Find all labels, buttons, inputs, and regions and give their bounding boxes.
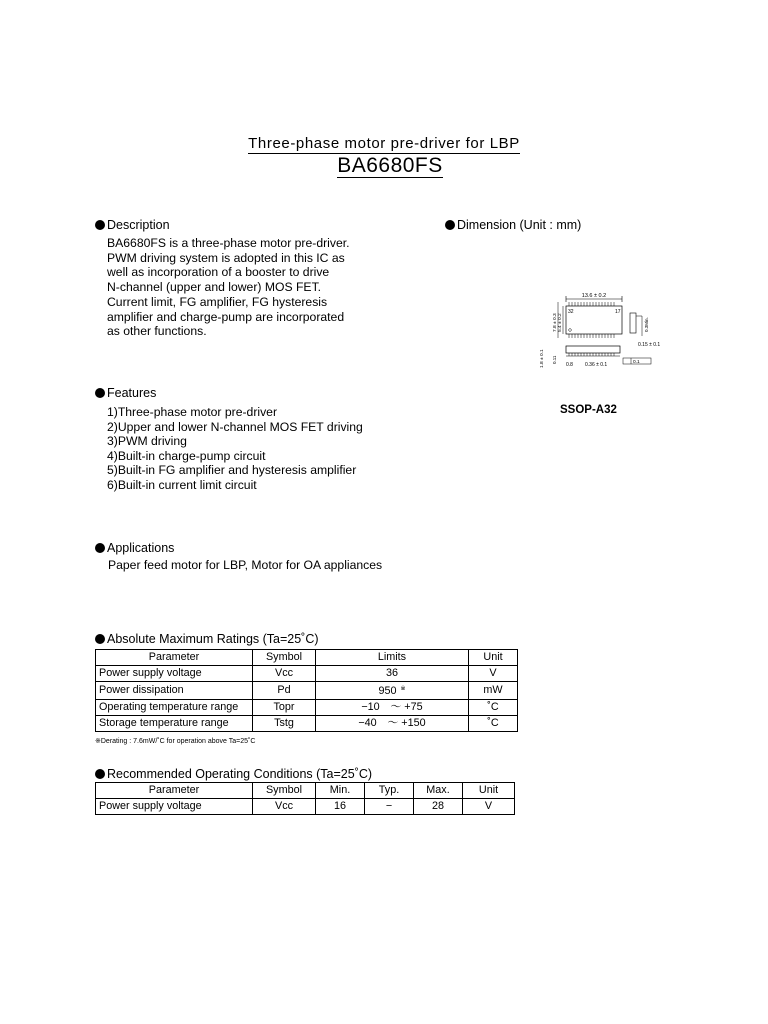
table-row xyxy=(96,700,518,716)
column-header: Symbol xyxy=(253,783,316,799)
table-cell: 28 xyxy=(414,799,463,815)
column-header: Unit xyxy=(463,783,515,799)
column-header: Max. xyxy=(414,783,463,799)
thickness-label: 1.8 ± 0.1 xyxy=(540,349,545,368)
column-header: Parameter xyxy=(96,650,253,666)
coplanarity-label: 0.1 xyxy=(633,360,640,365)
table-cell: −10 ～ +75 xyxy=(316,700,469,716)
table-cell: 36 xyxy=(316,666,469,682)
list-item: 6)Built-in current limit circuit xyxy=(107,477,257,492)
page-title: BA6680FS xyxy=(337,154,443,177)
description-line: N-channel (upper and lower) MOS FET. xyxy=(107,280,322,295)
abs-max-table xyxy=(95,649,518,732)
table-cell: 950 ※ xyxy=(316,682,469,700)
lead-width-label: 0.36 ± 0.1 xyxy=(585,362,608,368)
applications-text: Paper feed motor for LBP, Motor for OA appliances xyxy=(108,558,383,572)
table-header-row xyxy=(96,783,515,799)
table-cell: Vcc xyxy=(253,666,316,682)
table-cell: V xyxy=(463,799,515,815)
table-row xyxy=(96,682,518,700)
column-header: Symbol xyxy=(253,650,316,666)
table-cell: V xyxy=(469,666,518,682)
pitch-label: 0.8 xyxy=(566,362,573,368)
table-cell: ˚C xyxy=(469,716,518,732)
recommended-heading: Recommended Operating Conditions (Ta=25˚C) xyxy=(95,767,372,781)
table-cell: Topr xyxy=(253,700,316,716)
list-item: 2)Upper and lower N-channel MOS FET driving xyxy=(107,419,363,434)
table-cell: Pd xyxy=(253,682,316,700)
derating-note: ※Derating : 7.6mW/˚C for operation above Ta=25˚C xyxy=(95,738,256,745)
description-line: Current limit, FG amplifier, FG hysteresis xyxy=(107,294,328,309)
column-header: Limits xyxy=(316,650,469,666)
package-name: SSOP-A32 xyxy=(560,404,617,416)
standoff-label: 0.11 xyxy=(552,355,557,364)
table-cell: Power supply voltage xyxy=(96,799,253,815)
body-width-label: 5.4 ± 0.2 xyxy=(558,313,563,332)
pin-first-label: 32 xyxy=(568,309,574,315)
table-cell: 16 xyxy=(316,799,365,815)
description-text xyxy=(107,236,350,339)
pin-last-label: 17 xyxy=(615,309,621,315)
applications-heading: Applications xyxy=(95,541,174,555)
table-cell: Power dissipation xyxy=(96,682,253,700)
table-cell: − xyxy=(365,799,414,815)
bullet-icon xyxy=(95,634,105,644)
bullet-icon xyxy=(95,220,105,230)
description-line: as other functions. xyxy=(107,324,207,339)
table-cell: Tstg xyxy=(253,716,316,732)
list-item: 4)Built-in charge-pump circuit xyxy=(107,448,266,463)
bullet-icon xyxy=(95,388,105,398)
bullet-icon xyxy=(445,220,455,230)
bullet-icon xyxy=(95,769,105,779)
lead-thickness-label: 0.15 ± 0.1 xyxy=(638,342,661,348)
column-header: Min. xyxy=(316,783,365,799)
description-line: PWM driving system is adopted in this IC as xyxy=(107,250,345,265)
features-list xyxy=(107,405,363,493)
table-cell: Storage temperature range xyxy=(96,716,253,732)
table-row xyxy=(96,666,518,682)
subtitle: Three-phase motor pre-driver for LBP xyxy=(248,135,520,152)
dim-length-label: 13.6 ± 0.2 xyxy=(581,293,607,299)
abs-max-heading: Absolute Maximum Ratings (Ta=25˚C) xyxy=(95,632,319,646)
table-cell: Operating temperature range xyxy=(96,700,253,716)
table-cell: mW xyxy=(469,682,518,700)
lead-length-label: 0.3Min. xyxy=(644,317,649,332)
table-cell: ˚C xyxy=(469,700,518,716)
features-heading: Features xyxy=(95,386,156,400)
description-line: amplifier and charge-pump are incorporated xyxy=(107,309,345,324)
footnote-mark: ※ xyxy=(400,686,406,692)
list-item: 1)Three-phase motor pre-driver xyxy=(107,405,278,419)
table-cell: Vcc xyxy=(253,799,316,815)
table-row xyxy=(96,799,515,815)
table-row xyxy=(96,716,518,732)
description-line: well as incorporation of a booster to drive xyxy=(107,265,330,280)
table-header-row xyxy=(96,650,518,666)
height-total-label: 7.8 ± 0.3 xyxy=(553,313,558,332)
table-cell: Power supply voltage xyxy=(96,666,253,682)
description-line: BA6680FS is a three-phase motor pre-driver. xyxy=(107,236,350,250)
recommended-table xyxy=(95,782,515,815)
package-dimension-drawing xyxy=(530,286,680,374)
description-heading: Description xyxy=(95,218,170,232)
dimension-heading: Dimension (Unit : mm) xyxy=(445,218,581,232)
column-header: Typ. xyxy=(365,783,414,799)
list-item: 5)Built-in FG amplifier and hysteresis amplifier xyxy=(107,463,357,478)
column-header: Parameter xyxy=(96,783,253,799)
bullet-icon xyxy=(95,543,105,553)
table-cell: −40 ～ +150 xyxy=(316,716,469,732)
list-item: 3)PWM driving xyxy=(107,434,187,449)
column-header: Unit xyxy=(469,650,518,666)
